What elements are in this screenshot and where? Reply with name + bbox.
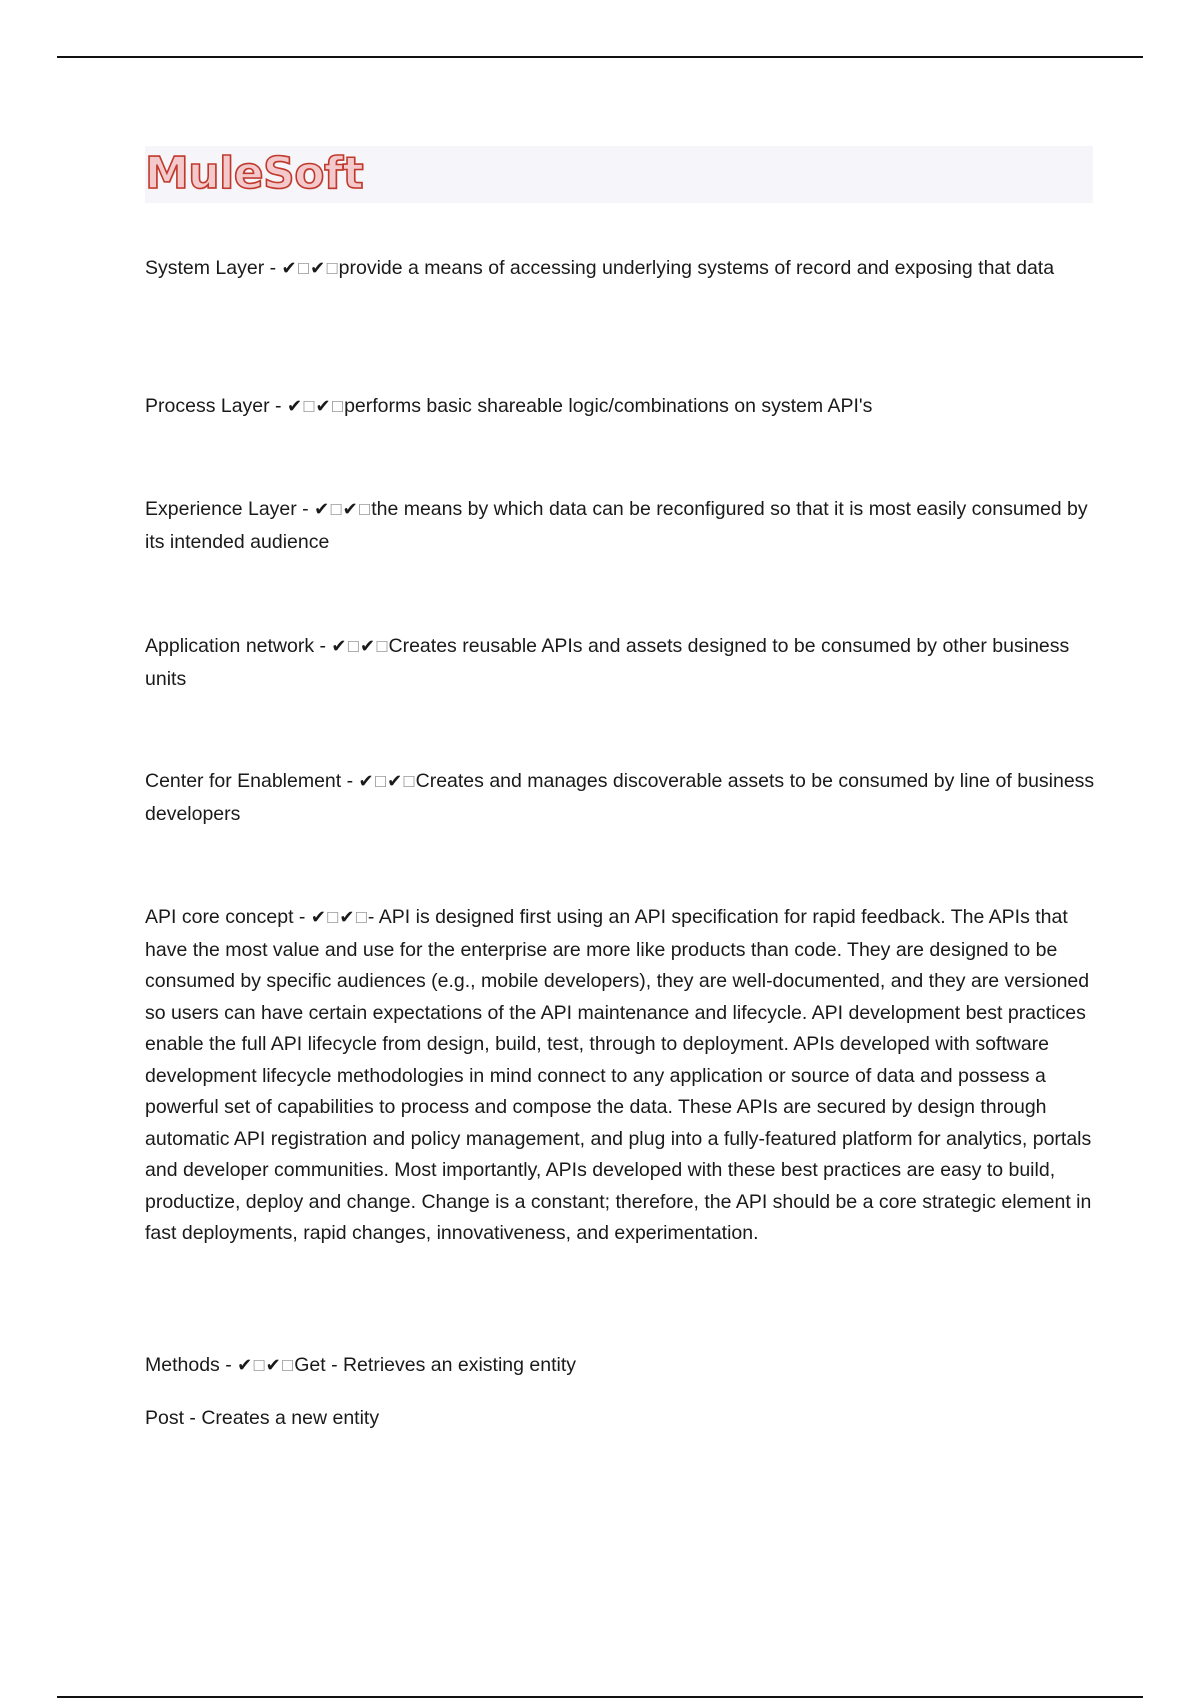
entry-api-core-concept xyxy=(145,902,1095,1250)
entry-term: System Layer - xyxy=(145,257,282,279)
bottom-rule xyxy=(57,1696,1143,1698)
box-glyph-icon: ☐ xyxy=(330,398,345,416)
entry-application-network xyxy=(145,631,1095,695)
entry-definition: - API is designed first using an API specification for rapid feedback. The APIs that have the most value and use for the enterprise are more like products than code. They are designed to be consumed by specific audiences (e.g., mobile developers), they are well-documented, and they are versioned so users can have certain expectations of the API maintenance and lifecycle. API development best practices enable the full API lifecycle from design, build, test, through to deployment. APIs developed with software development lifecycle methodologies in mind connect to any application or source of data and possess a powerful set of capabilities to process and compose the data. These APIs are secured by design through automatic API registration and policy management, and plug into a fully-featured platform for analytics, portals and developer communities. Most importantly, APIs developed with these best practices are easy to build, productize, deploy and change. Change is a constant; therefore, the API should be a core strategic element in fast deployments, rapid changes, innovativeness, and experimentation. xyxy=(145,906,1092,1244)
check-mark-icon: ✔ xyxy=(310,258,326,279)
check-mark-icon: ✔ xyxy=(286,396,303,417)
box-glyph-icon: ☐ xyxy=(346,638,360,656)
box-glyph-icon: ☐ xyxy=(302,398,316,416)
box-glyph-icon: ☐ xyxy=(325,260,339,278)
check-mark-icon: ✔ xyxy=(387,771,403,792)
entry-term: Center for Enablement - xyxy=(145,770,359,792)
check-mark-icon: ✔ xyxy=(359,636,376,657)
entry-methods xyxy=(145,1350,1095,1383)
entry-experience-layer xyxy=(145,494,1095,558)
box-glyph-icon: ☐ xyxy=(296,260,311,278)
top-rule xyxy=(57,56,1143,58)
check-mark-icon: ✔ xyxy=(342,499,358,520)
box-glyph-icon: ☐ xyxy=(325,909,340,927)
title-band xyxy=(145,146,1093,203)
entry-process-layer xyxy=(145,391,1095,424)
entry-term: Experience Layer - xyxy=(145,498,315,520)
box-glyph-icon: ☐ xyxy=(252,1357,266,1375)
check-mark-icon: ✔ xyxy=(339,907,355,928)
entry-term: Application network - xyxy=(145,635,332,657)
entry-term: API core concept - xyxy=(145,906,311,928)
entry-center-for-enablement xyxy=(145,766,1095,830)
entry-term: Process Layer - xyxy=(145,395,287,417)
box-glyph-icon: ☐ xyxy=(373,773,388,791)
entry-term: Methods - xyxy=(145,1354,238,1376)
check-mark-icon: ✔ xyxy=(310,907,326,928)
entry-definition: provide a means of accessing underlying systems of record and exposing that data xyxy=(338,257,1055,279)
entry-methods-post xyxy=(145,1403,1095,1435)
entry-definition: performs basic shareable logic/combinations on system API's xyxy=(344,395,873,417)
check-mark-icon: ✔ xyxy=(315,396,331,417)
box-glyph-icon: ☐ xyxy=(357,501,372,519)
check-mark-icon: ✔ xyxy=(331,636,347,657)
entry-definition: the means by which data can be reconfigured so that it is most easily consumed by its intended audience xyxy=(145,498,1088,553)
box-glyph-icon: ☐ xyxy=(354,909,368,927)
check-mark-icon: ✔ xyxy=(314,499,330,520)
entry-definition: Creates and manages discoverable assets to be consumed by line of business developers xyxy=(145,770,1095,825)
entry-extra-line: Post - Creates a new entity xyxy=(145,1407,380,1429)
check-mark-icon: ✔ xyxy=(265,1355,281,1376)
check-mark-icon: ✔ xyxy=(281,258,297,279)
check-mark-icon: ✔ xyxy=(358,771,374,792)
box-glyph-icon: ☐ xyxy=(280,1357,295,1375)
entry-definition: Get - Retrieves an existing entity xyxy=(294,1354,577,1376)
box-glyph-icon: ☐ xyxy=(402,773,416,791)
box-glyph-icon: ☐ xyxy=(375,638,389,656)
box-glyph-icon: ☐ xyxy=(329,501,343,519)
document-title: MuleSoft xyxy=(145,148,364,199)
check-mark-icon: ✔ xyxy=(237,1355,253,1376)
entry-definition: Creates reusable APIs and assets designed to be consumed by other business units xyxy=(145,635,1070,690)
entry-system-layer xyxy=(145,253,1095,286)
